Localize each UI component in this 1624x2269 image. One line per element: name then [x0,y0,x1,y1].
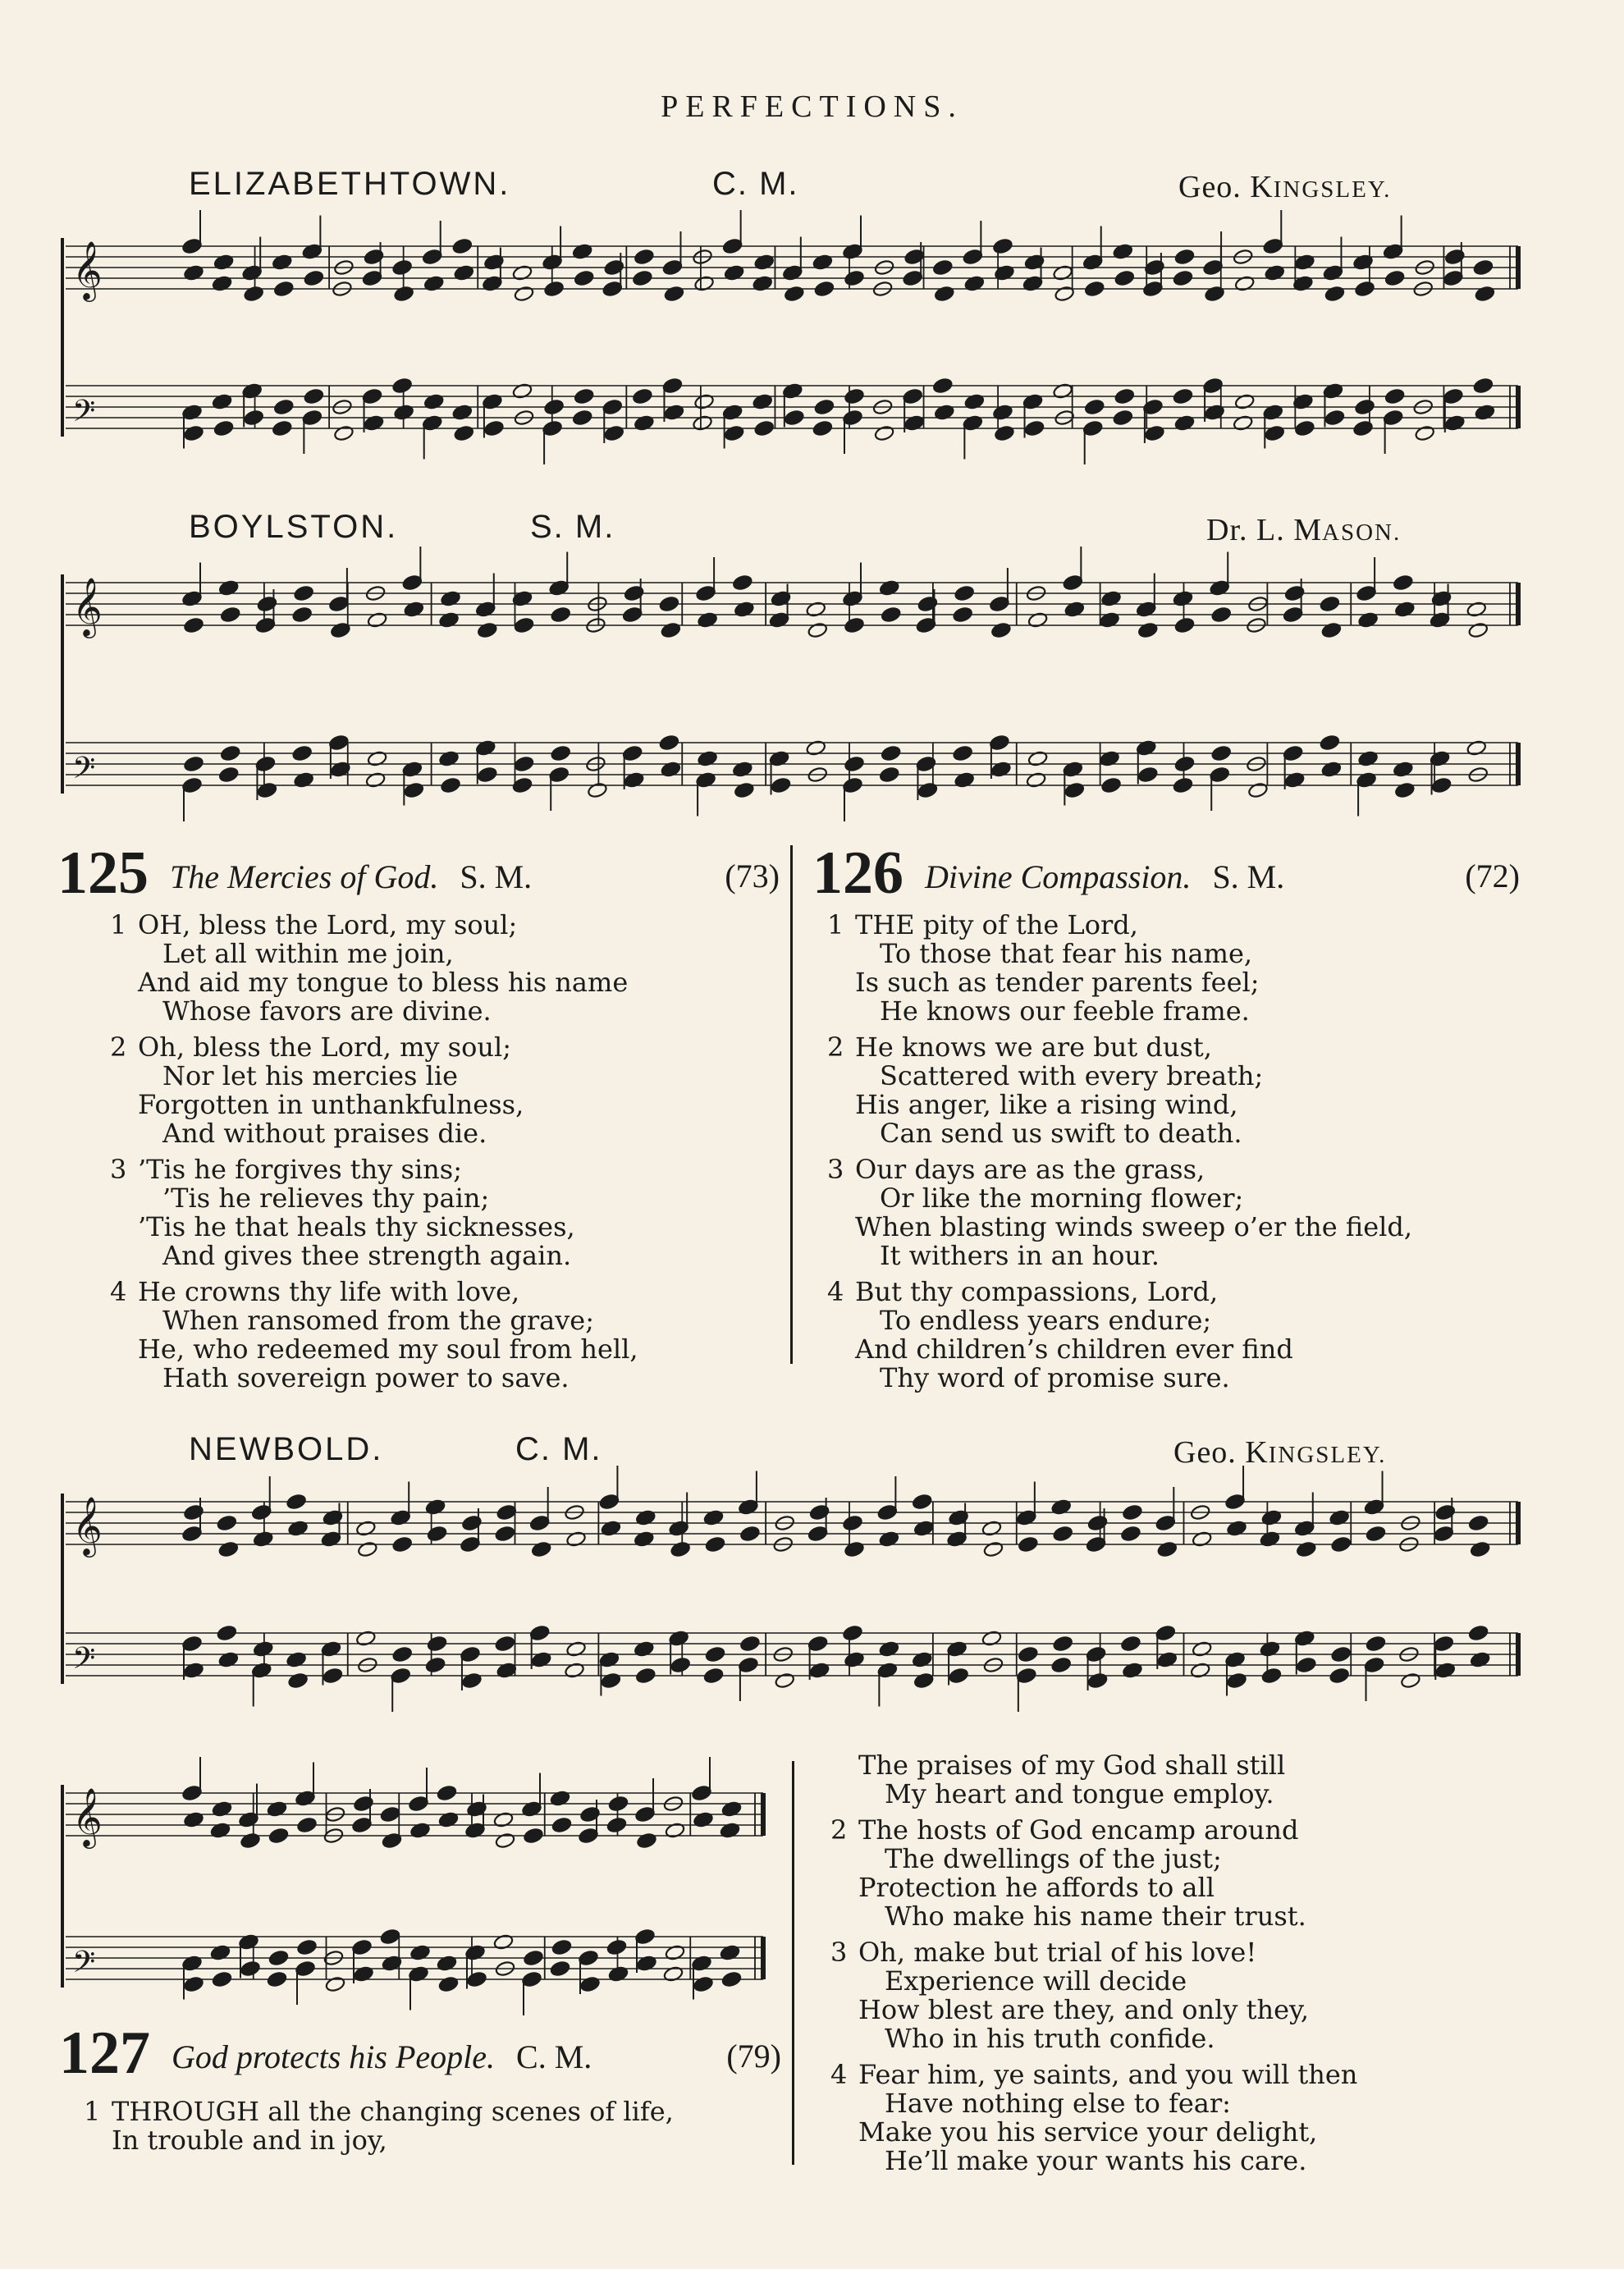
verse-line: He knows we are but dust, [855,1032,1212,1063]
verse-line: Scattered with every breath; [880,1060,1264,1091]
note-head [240,1832,260,1850]
stanza-number: 3 [830,1937,848,1968]
verse-line: Let all within me join, [162,938,454,969]
stanza-number: 2 [110,1032,127,1063]
verse-line: Who make his name their trust. [885,1901,1306,1932]
note-head [579,1976,600,1993]
verse-line: Nor let his mercies lie [162,1060,459,1091]
bass-clef-icon: 𝄢 [72,1945,96,1987]
verse-line: OH, bless the Lord, my soul; [138,909,518,940]
note-head [183,1976,204,1993]
stanza-number: 2 [827,1032,844,1063]
verse-line: It withers in an hour. [880,1240,1160,1271]
verse-line: And without praises die. [162,1118,487,1149]
composer-initial: Geo. K [1173,1435,1269,1470]
hymn-127-stanza-1: 1 THROUGH all the changing scenes of life, In trouble and in joy, [84,2096,674,2156]
verse-line: The dwellings of the just; [885,1843,1222,1874]
note-head [693,1976,713,1993]
stanza-number: 4 [827,1276,844,1307]
hymn-127-stanzas [830,1751,1569,2183]
note-head [551,1939,572,1956]
verse-line: He’ll make your wants his care. [885,2145,1307,2176]
verse-line: Who in his truth confide. [885,2023,1215,2054]
column-divider [792,1761,794,2165]
note-head [608,1796,629,1813]
note-head [691,1785,711,1802]
note-head [437,1785,457,1802]
note-head [466,1971,487,1988]
tune-name-newbold: NEWBOLD. [189,1431,384,1467]
verse-line: When ransomed from the grave; [162,1305,594,1336]
note-head [408,1796,428,1813]
hymn-meter: S. M. [460,858,533,895]
stanza-number: 3 [110,1154,127,1185]
tune-name-elizabethtown: ELIZABETHTOWN. [189,166,511,202]
note-head [296,1939,317,1956]
verse-line: In trouble and in joy, [112,2125,387,2156]
note-head [212,1971,232,1988]
note-head [523,1950,543,1967]
note-head [325,1976,345,1993]
verse-line: To those that fear his name, [880,938,1253,969]
stanza [830,1938,1569,2053]
note-head [181,1785,202,1802]
hymn-number: 127 [59,2020,150,2087]
verse-line: Oh, make but trial of his love! [858,1937,1257,1968]
stanza-number: 3 [827,1154,844,1185]
note-head [240,1960,260,1978]
verse-line: ’Tis he forgives thy sins; [138,1154,462,1185]
composer-rest: INGSLEY. [1268,1442,1387,1468]
verse-line: His anger, like a rising wind, [855,1089,1238,1120]
hymn-number: 125 [57,839,149,907]
bass-clef-icon: 𝄢 [72,751,96,793]
tune-name-boylston: BOYLSTON. [189,509,399,545]
verse-line: The hosts of God encamp around [858,1814,1299,1846]
stanza [830,1751,1569,1809]
note-head [634,1928,655,1946]
verse-line: He crowns thy life with love, [138,1276,520,1307]
note-head [551,1817,572,1834]
composer-initial: Dr. L. M [1206,513,1322,547]
hymn-meter: S. M. [1212,858,1285,895]
stanza [830,2061,1569,2175]
note-head [550,1960,570,1978]
tune-meter-elizabethtown: C. M. [712,166,799,202]
note-head [438,1976,459,1993]
verse-line: Hath sovereign power to save. [162,1362,570,1393]
verse-line: Protection he affords to all [858,1872,1215,1903]
hymn-title: God protects his People. [172,2038,496,2075]
hymn-title: Divine Compassion. [925,858,1192,895]
verse-line: Experience will decide [885,1965,1187,1997]
note-head [296,1817,317,1834]
bass-clef-icon: 𝄢 [72,1641,96,1683]
note-head [268,1950,289,1967]
hymn-title: The Mercies of God. [170,858,439,895]
hymn-ref: (72) [1465,858,1520,894]
verse-line: Forgotten in unthankfulness, [138,1089,524,1120]
note-head [636,1832,656,1850]
verse-line: Have nothing else to fear: [885,2088,1231,2119]
treble-clef-icon: 𝄞 [72,1786,103,1846]
composer-rest: ASON. [1322,519,1402,546]
verse-line: ’Tis he that heals thy sicknesses, [138,1211,575,1242]
note-head [578,1950,598,1967]
note-head [351,1939,372,1956]
bass-clef-icon: 𝄢 [72,394,96,436]
verse-line: Make you his service your delight, [858,2116,1318,2148]
hymn-meter: C. M. [516,2038,592,2075]
hymn-header-127 [59,2019,781,2087]
note-head [634,1806,655,1823]
verse-line: To endless years endure; [880,1305,1212,1336]
verse-line: He, who redeemed my soul from hell, [138,1333,638,1365]
hymn-ref: (79) [726,2038,781,2075]
verse-line: Can send us swift to death. [880,1118,1242,1149]
note-head [495,1832,515,1850]
note-head [523,1828,543,1845]
note-head [380,1928,400,1946]
verse-line: How blest are they, and only they, [858,1994,1310,2025]
verse-line: Is such as tender parents feel; [855,967,1260,998]
composer-initial: Geo. K [1178,170,1274,204]
verse-line: THROUGH all the changing scenes of life, [112,2096,674,2127]
verse-line: Or like the morning flower; [880,1183,1244,1214]
note-head [268,1828,289,1845]
note-head [295,1960,315,1978]
verse-line: Thy word of promise sure. [880,1362,1230,1393]
tune-meter-boylston: S. M. [530,509,615,545]
treble-clef-icon: 𝄞 [72,576,103,636]
composer-rest: INGSLEY. [1273,176,1392,203]
hymn-number: 126 [812,839,903,907]
verse-line: Fear him, ye saints, and you will then [858,2059,1358,2090]
note-head [521,1971,542,1988]
stanza-number: 1 [110,909,127,940]
verse-line: And gives thee strength again. [162,1240,572,1271]
verse-line: ’Tis he relieves thy pain; [162,1183,490,1214]
verse-line: And aid my tongue to bless his name [138,967,629,998]
note-head [267,1971,287,1988]
note-head [578,1828,598,1845]
treble-clef-icon: 𝄞 [72,1495,103,1555]
stanza [830,1816,1569,1931]
verse-line: My heart and tongue employ. [885,1778,1274,1809]
stanza-number: 1 [827,909,844,940]
treble-clef-icon: 𝄞 [72,240,103,300]
verse-line: When blasting winds sweep o’er the field, [855,1211,1413,1242]
verse-line: Our days are as the grass, [855,1154,1205,1185]
page-title: PERFECTIONS. [661,89,963,124]
stanza-number: 4 [830,2059,848,2090]
note-head [351,1817,372,1834]
verse-line: THE pity of the Lord, [855,909,1138,940]
stanza-number: 2 [830,1814,848,1846]
note-head [606,1817,627,1834]
stanza-number: 4 [110,1276,127,1307]
verse-line: And children’s children ever find [855,1333,1293,1365]
note-head [380,1806,400,1823]
verse-line: Oh, bless the Lord, my soul; [138,1032,511,1063]
tune-meter-newbold: C. M. [515,1431,602,1467]
verse-line: Whose favors are divine. [162,995,492,1027]
verse-line: He knows our feeble frame. [880,995,1250,1027]
note-head [606,1939,627,1956]
note-head [721,1971,742,1988]
verse-line: The praises of my God shall still [858,1750,1286,1781]
hymn-ref: (73) [725,858,780,894]
verse-line: But thy compassions, Lord, [855,1276,1219,1307]
